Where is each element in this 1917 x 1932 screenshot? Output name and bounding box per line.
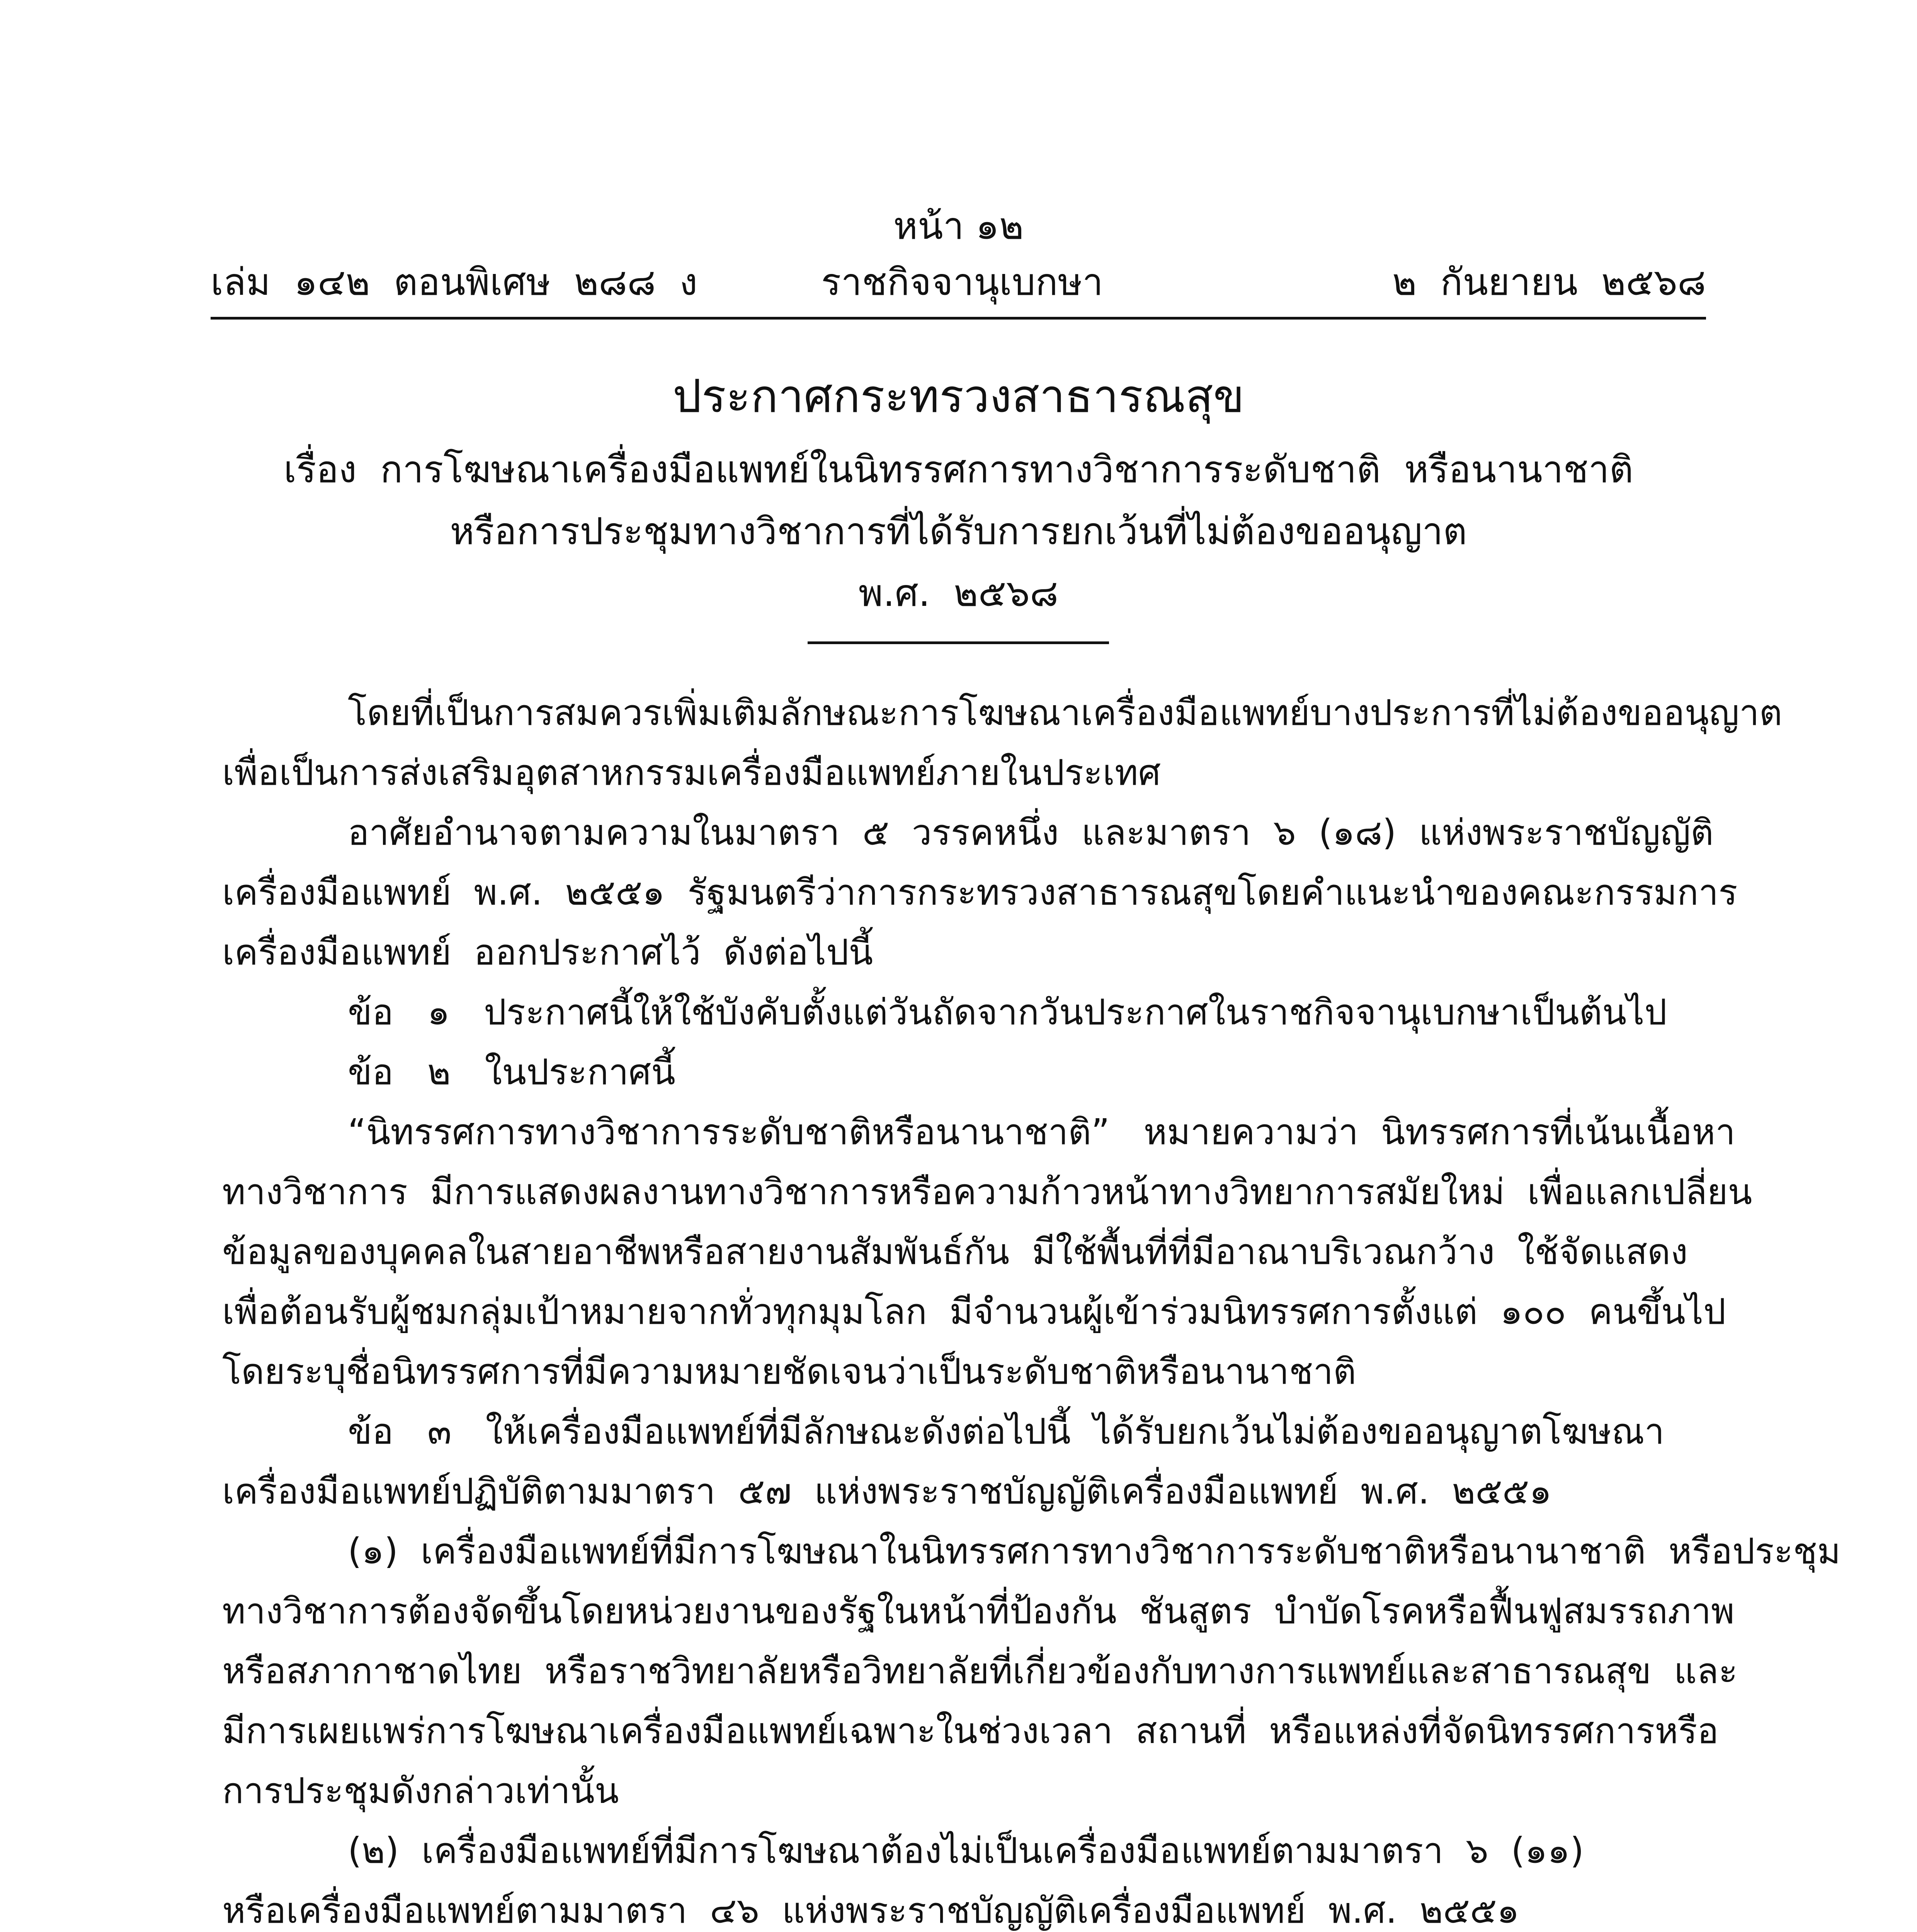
page-number: หน้า ๑๒ bbox=[893, 204, 1024, 248]
body-line: เพื่อเป็นการส่งเสริมอุตสาหกรรมเครื่องมือแพทย์ภายในประเทศ bbox=[222, 752, 1161, 793]
body-line: เพื่อต้อนรับผู้ชมกลุ่มเป้าหมายจากทั่วทุกมุมโลก มีจำนวนผู้เข้าร่วมนิทรรศการตั้งแต่ ๑๐๐ คนขึ้นไป bbox=[222, 1291, 1726, 1332]
body-line: ทางวิชาการ มีการแสดงผลงานทางวิชาการหรือความก้าวหน้าทางวิทยาการสมัยใหม่ เพื่อแลกเปลี่ยน bbox=[222, 1171, 1752, 1213]
body-line: ทางวิชาการต้องจัดขึ้นโดยหน่วยงานของรัฐในหน้าที่ป้องกัน ชันสูตร บำบัดโรคหรือฟื้นฟูสมรรถภาพ bbox=[222, 1590, 1735, 1632]
announcement-title: ประกาศกระทรวงสาธารณสุข bbox=[672, 369, 1245, 423]
body-line: มีการเผยแพร่การโฆษณาเครื่องมือแพทย์เฉพาะในช่วงเวลา สถานที่ หรือแหล่งที่จัดนิทรรศการหรือ bbox=[222, 1710, 1719, 1752]
body-line: โดยที่เป็นการสมควรเพิ่มเติมลักษณะการโฆษณาเครื่องมือแพทย์บางประการที่ไม่ต้องขออนุญาต bbox=[348, 692, 1783, 733]
body-line: ข้อ ๒ ในประกาศนี้ bbox=[348, 1051, 675, 1093]
body-line: (๒) เครื่องมือแพทย์ที่มีการโฆษณาต้องไม่เป็นเครื่องมือแพทย์ตามมาตรา ๖ (๑๑) bbox=[348, 1830, 1584, 1871]
volume-issue: เล่ม ๑๔๒ ตอนพิเศษ ๒๘๘ ง bbox=[211, 260, 698, 304]
gazette-name: ราชกิจจานุเบกษา bbox=[821, 260, 1103, 304]
body-line: อาศัยอำนาจตามความในมาตรา ๕ วรรคหนึ่ง และมาตรา ๖ (๑๘) แห่งพระราชบัญญัติ bbox=[348, 812, 1714, 853]
body-line: (๑) เครื่องมือแพทย์ที่มีการโฆษณาในนิทรรศการทางวิชาการระดับชาติหรือนานาชาติ หรือประชุม bbox=[348, 1531, 1841, 1572]
body-line: ข้อ ๑ ประกาศนี้ให้ใช้บังคับตั้งแต่วันถัดจากวันประกาศในราชกิจจานุเบกษาเป็นต้นไป bbox=[348, 992, 1667, 1033]
body-line: หรือเครื่องมือแพทย์ตามมาตรา ๔๖ แห่งพระราชบัญญัติเครื่องมือแพทย์ พ.ศ. ๒๕๕๑ bbox=[222, 1890, 1520, 1931]
publication-date: ๒ กันยายน ๒๕๖๘ bbox=[1392, 260, 1706, 304]
subject-line-2: หรือการประชุมทางวิชาการที่ได้รับการยกเว้นที่ไม่ต้องขออนุญาต bbox=[450, 510, 1467, 553]
body-line: เครื่องมือแพทย์ พ.ศ. ๒๕๕๑ รัฐมนตรีว่าการกระทรวงสาธารณสุขโดยคำแนะนำของคณะกรรมการ bbox=[222, 872, 1738, 913]
announcement-year: พ.ศ. ๒๕๖๘ bbox=[858, 571, 1059, 615]
body-line: ข้อ ๓ ให้เครื่องมือแพทย์ที่มีลักษณะดังต่อไปนี้ ได้รับยกเว้นไม่ต้องขออนุญาตโฆษณา bbox=[348, 1411, 1665, 1452]
gazette-header bbox=[211, 257, 1706, 311]
subject-line-1: เรื่อง การโฆษณาเครื่องมือแพทย์ในนิทรรศการทางวิชาการระดับชาติ หรือนานาชาติ bbox=[284, 448, 1633, 491]
header-divider bbox=[211, 317, 1706, 320]
body-line: เครื่องมือแพทย์ปฏิบัติตามมาตรา ๕๗ แห่งพระราชบัญญัติเครื่องมือแพทย์ พ.ศ. ๒๕๕๑ bbox=[222, 1471, 1552, 1512]
body-line: โดยระบุชื่อนิทรรศการที่มีความหมายชัดเจนว่าเป็นระดับชาติหรือนานาชาติ bbox=[222, 1351, 1356, 1392]
body-line: “นิทรรศการทางวิชาการระดับชาติหรือนานาชาติ” หมายความว่า นิทรรศการที่เน้นเนื้อหา bbox=[348, 1111, 1735, 1153]
title-divider bbox=[808, 641, 1109, 644]
body-line: ข้อมูลของบุคคลในสายอาชีพหรือสายงานสัมพันธ์กัน มีใช้พื้นที่ที่มีอาณาบริเวณกว้าง ใช้จัดแสดง bbox=[222, 1231, 1688, 1272]
body-line: เครื่องมือแพทย์ ออกประกาศไว้ ดังต่อไปนี้ bbox=[222, 932, 873, 973]
body-line: หรือสภากาชาดไทย หรือราชวิทยาลัยหรือวิทยาลัยที่เกี่ยวข้องกับทางการแพทย์และสาธารณสุข และ bbox=[222, 1650, 1738, 1692]
body-line: การประชุมดังกล่าวเท่านั้น bbox=[222, 1770, 619, 1811]
